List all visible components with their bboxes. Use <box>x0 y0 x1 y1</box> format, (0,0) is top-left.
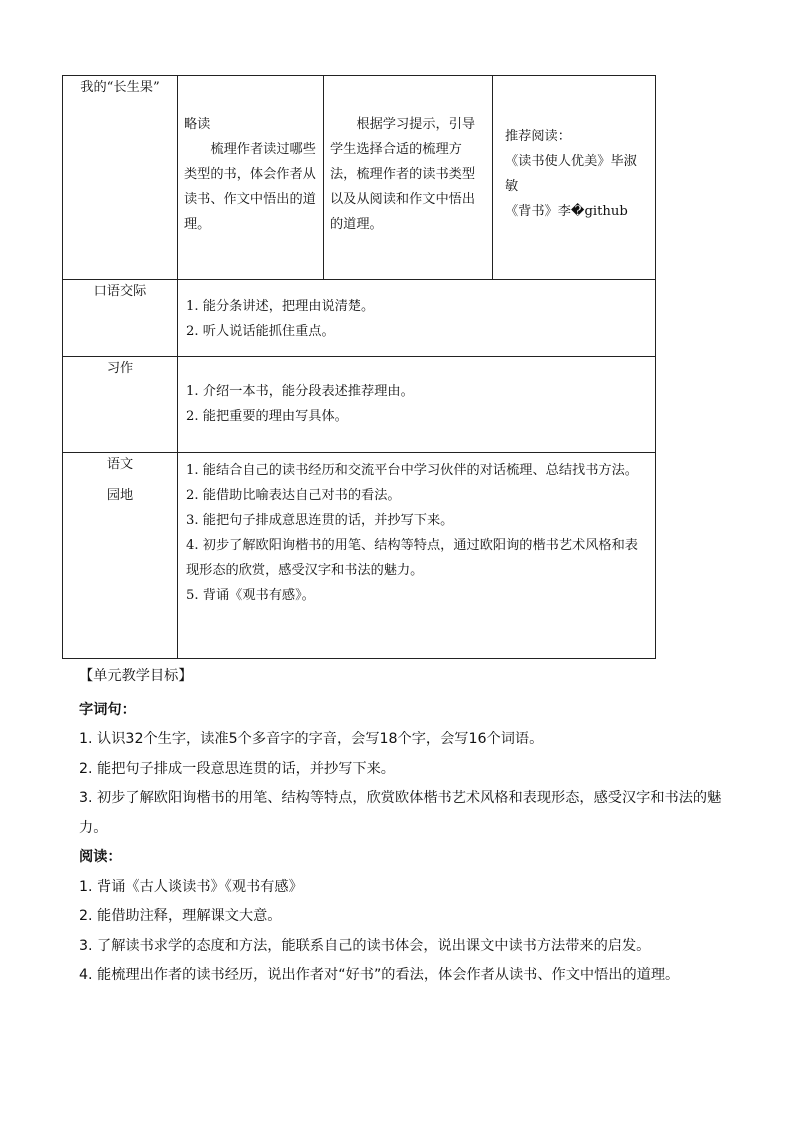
recommend-cell <box>493 76 656 280</box>
writing-content <box>178 357 656 453</box>
list-item: 1. 背诵《古人谈读书》《观书有感》 <box>79 878 303 895</box>
recommend-book-2: 《背书》李�github <box>505 204 628 219</box>
strategy-cell <box>324 76 493 280</box>
method-body: 梳理作者读过哪些类型的书，体会作者从读书、作文中悟出的道理。 <box>184 142 316 232</box>
list-item: 1. 介绍一本书，能分段表述推荐理由。 <box>186 384 414 399</box>
list-item: 2. 能把重要的理由写具体。 <box>186 409 348 424</box>
recommend-title: 推荐阅读： <box>505 129 571 144</box>
list-item: 4. 初步了解欧阳询楷书的用笔、结构等特点，通过欧阳询的楷书艺术风格和表现形态的欣赏，感受汉字和书法的魅力。 <box>186 538 638 578</box>
row-label: 习作 <box>63 357 178 453</box>
row-long-life-fruit <box>63 76 656 280</box>
list-item: 1. 能分条讲述，把理由说清楚。 <box>186 299 375 314</box>
list-item: 2. 能借助注释，理解课文大意。 <box>79 908 282 924</box>
list-item: 2. 能把句子排成一段意思连贯的话，并抄写下来。 <box>79 760 395 777</box>
list-item: 2. 听人说话能抓住重点。 <box>186 324 335 339</box>
goals-heading: 【单元教学目标】 <box>79 668 193 684</box>
curriculum-table <box>62 75 656 659</box>
reading-heading: 阅读： <box>79 849 122 865</box>
list-item: 5. 背诵《观书有感》。 <box>186 588 315 603</box>
row-oral <box>63 280 656 357</box>
unit-goals <box>79 662 739 991</box>
method-title: 略读 <box>184 117 211 132</box>
list-item: 3. 初步了解欧阳询楷书的用笔、结构等特点，欣赏欧体楷书艺术风格和表现形态，感受汉字和书法的魅力。 <box>79 790 722 836</box>
recommend-book-1: 《读书使人优美》毕淑敏 <box>505 154 637 194</box>
row-writing <box>63 357 656 453</box>
garden-content <box>178 453 656 659</box>
method-cell <box>178 76 324 280</box>
oral-content <box>178 280 656 357</box>
list-item: 1. 认识32个生字，读准5个多音字的字音，会写18个字，会写16个词语。 <box>79 731 544 747</box>
list-item: 3. 了解读书求学的态度和方法，能联系自己的读书体会，说出课文中读书方法带来的启发。 <box>79 937 651 954</box>
words-heading: 字词句： <box>79 701 136 718</box>
list-item: 1. 能结合自己的读书经历和交流平台中学习伙伴的对话梳理、总结找书方法。 <box>186 463 638 478</box>
strategy-body: 根据学习提示，引导学生选择合适的梳理方法，梳理作者的读书类型以及从阅读和作文中悟出的道理。 <box>330 117 476 232</box>
row-label: 语文 园地 <box>63 453 178 659</box>
row-label: 我的“长生果” <box>63 76 178 280</box>
list-item: 2. 能借助比喻表达自己对书的看法。 <box>186 488 401 503</box>
row-label: 口语交际 <box>63 280 178 357</box>
list-item: 4. 能梳理出作者的读书经历，说出作者对“好书”的看法，体会作者从读书、作文中悟出的道理。 <box>79 967 680 983</box>
list-item: 3. 能把句子排成意思连贯的话，并抄写下来。 <box>186 513 454 528</box>
row-language-garden <box>63 453 656 659</box>
